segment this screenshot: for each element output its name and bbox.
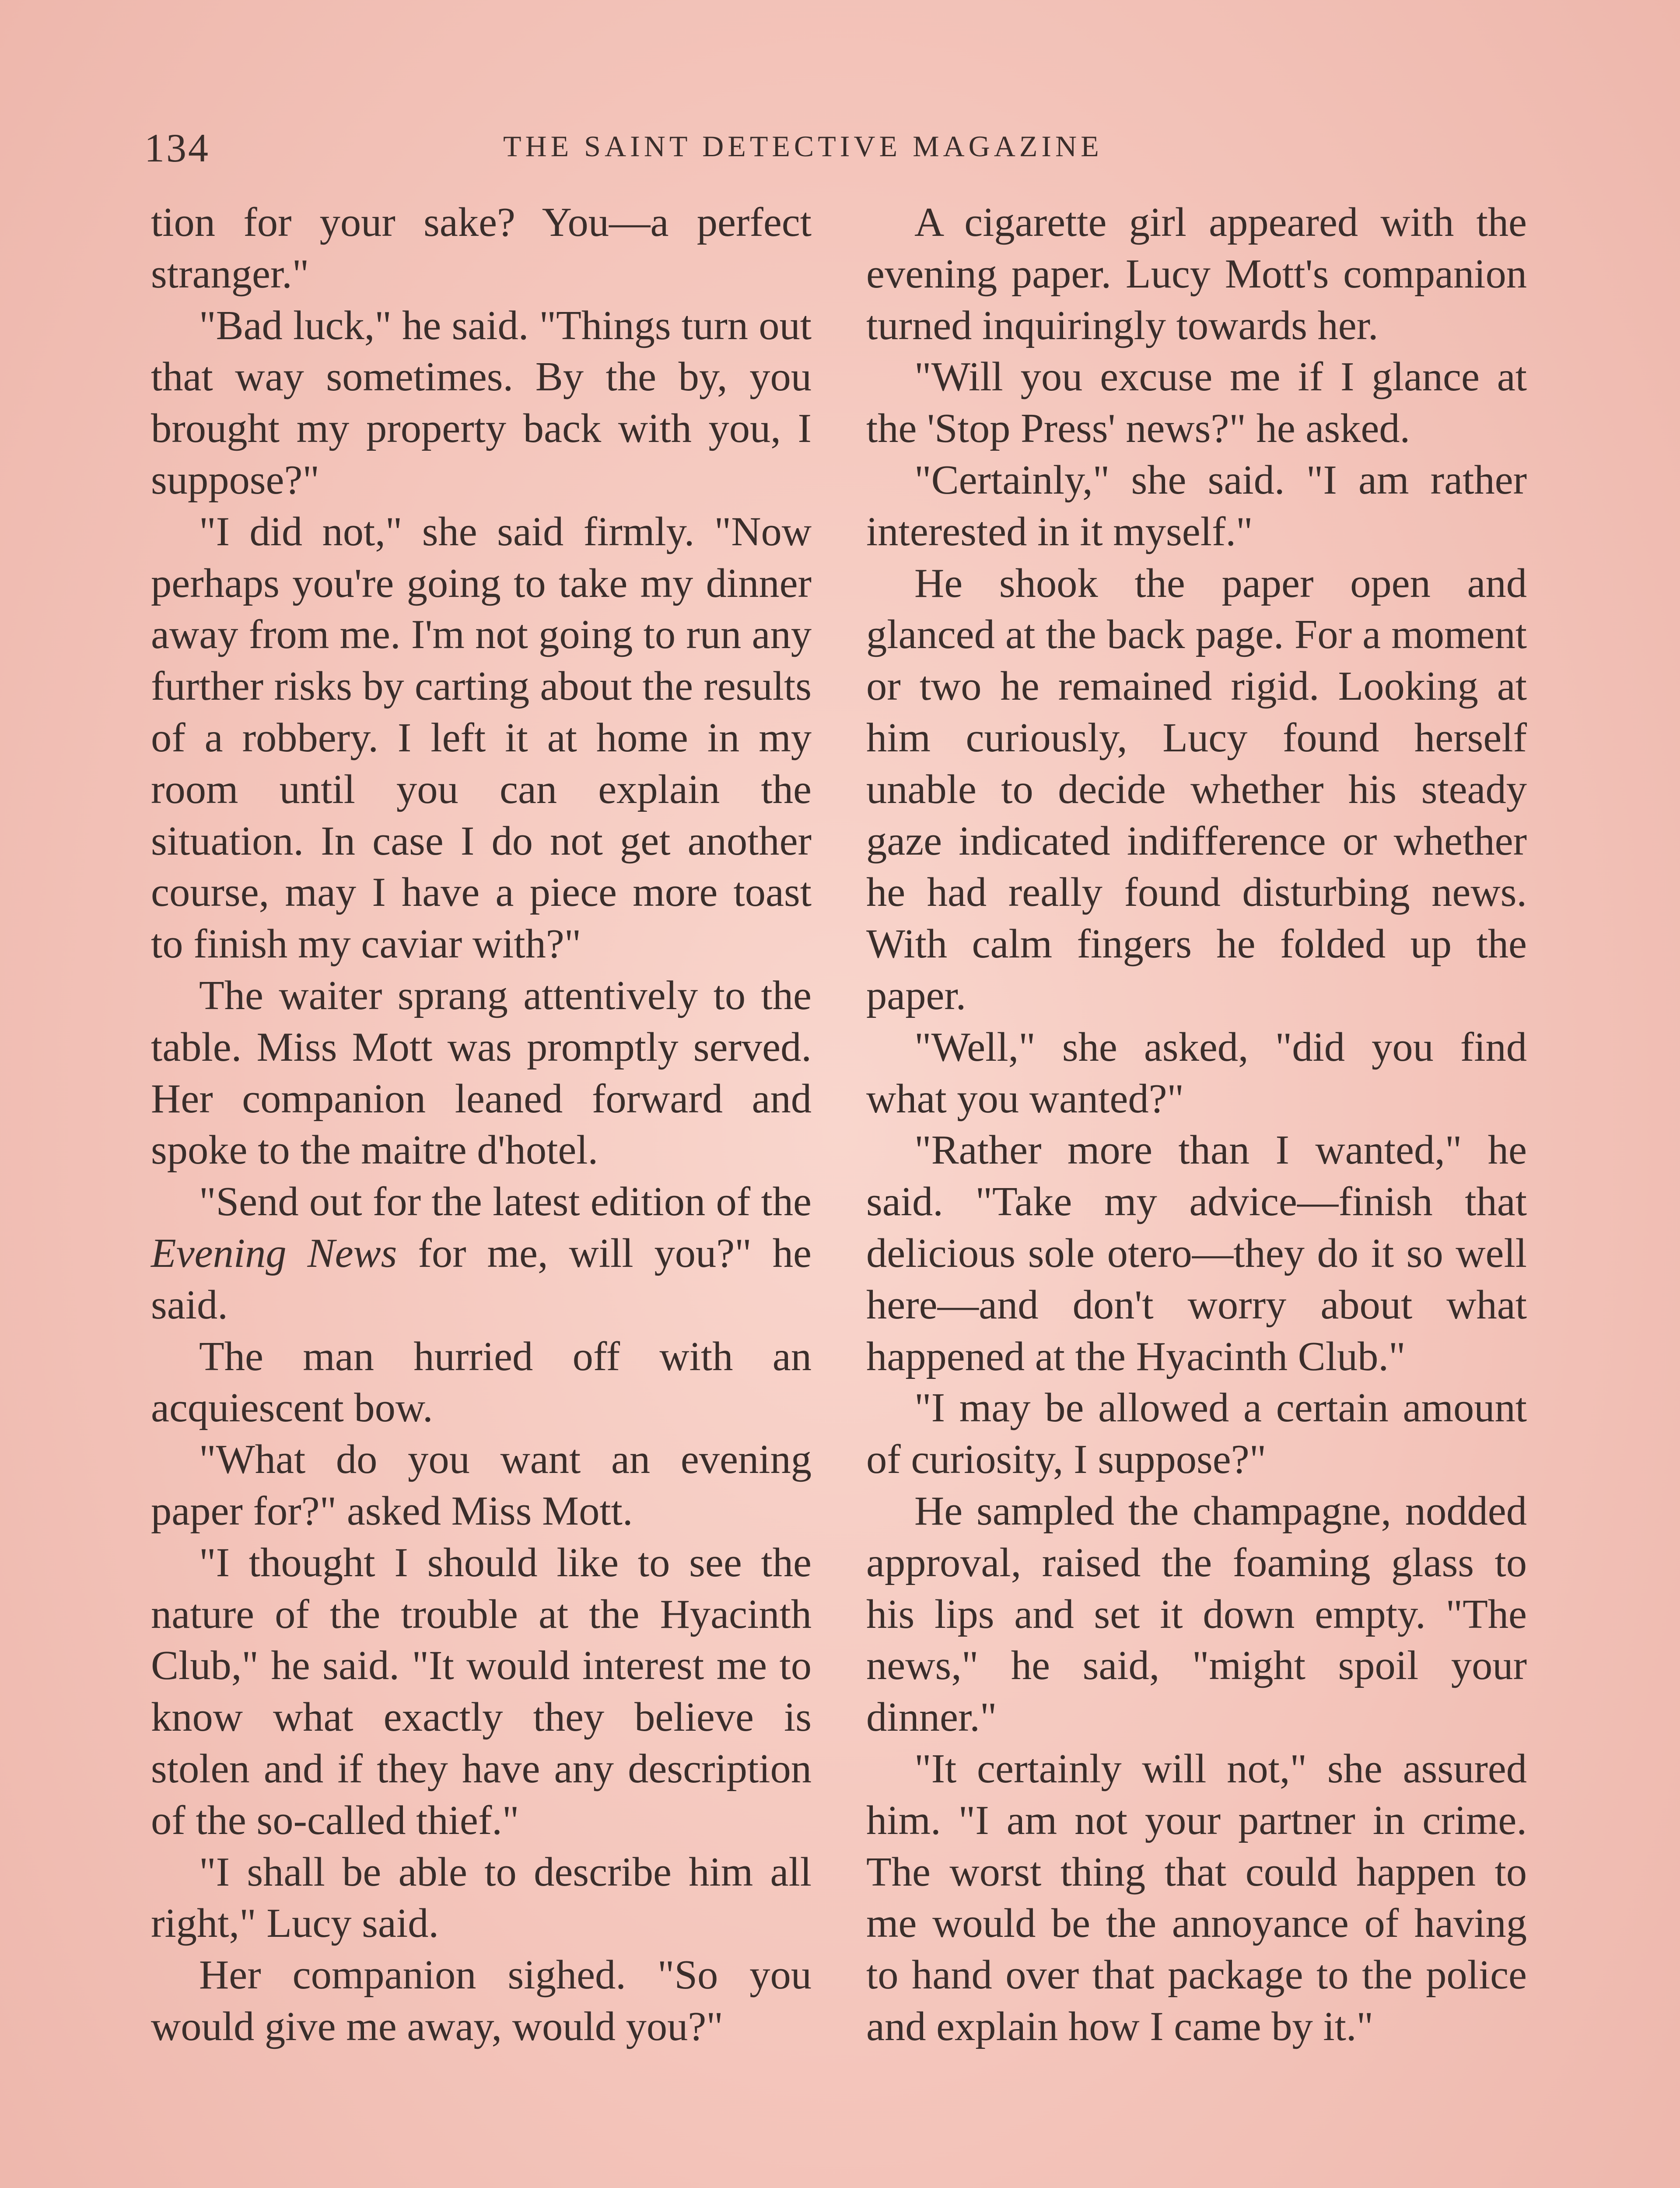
paragraph: "It certainly will not," she assured him. "I am not your partner in crime. The worst thing that could happen to me would be the annoyance of having to hand over that package to the police and explain how I came by it." <box>866 1746 1527 2049</box>
paragraph: The waiter sprang attentively to the table. Miss Mott was promptly served. Her companion leaned forward and spoke to the maitre d'hotel. <box>151 972 812 1173</box>
paragraph-text: "Send out for the latest edition of the <box>199 1179 812 1225</box>
paragraph: "I thought I should like to see the nature of the trouble at the Hyacinth Club," he said. "It would interest me to know what exactly they believe is stolen and if they have any description of the so-called thief." <box>151 1539 812 1843</box>
paragraph: Her companion sighed. "So you would give me away, would you?" <box>151 1952 812 2049</box>
paragraph <box>151 1176 812 1331</box>
paragraph: "I did not," she said firmly. "Now perhaps you're going to take my dinner away from me. I'm not going to run any further risks by carting about the results of a robbery. I left it at home in my room until you can explain the situation. In case I do not get another course, may I have a piece more toast to finish my caviar with?" <box>151 508 812 967</box>
paragraph: tion for your sake? You—a perfect stranger." <box>151 200 812 297</box>
page-number: 134 <box>144 126 210 170</box>
paragraph: "What do you want an evening paper for?" asked Miss Mott. <box>151 1437 812 1534</box>
paragraph: "Rather more than I wanted," he said. "Take my advice—finish that delicious sole otero—they do it so well here—and don't worry about what happened at the Hyacinth Club." <box>866 1127 1527 1379</box>
page-header <box>144 125 1544 182</box>
paragraph: "Will you excuse me if I glance at the 'Stop Press' news?" he asked. <box>866 354 1527 452</box>
paragraph: "I shall be able to describe him all right," Lucy said. <box>151 1849 812 1946</box>
paragraph: He sampled the champagne, nodded approval, raised the foaming glass to his lips and set it down empty. "The news," he said, "might spoil your dinner." <box>866 1488 1527 1740</box>
paragraph: "Well," she asked, "did you find what you wanted?" <box>866 1024 1527 1122</box>
paragraph-text: for me, will you?" he said. <box>151 1230 812 1328</box>
paragraph: A cigarette girl appeared with the evening paper. Lucy Mott's companion turned inquiringly towards her. <box>866 200 1527 348</box>
right-column <box>866 197 1527 2053</box>
paragraph: "I may be allowed a certain amount of curiosity, I suppose?" <box>866 1385 1527 1483</box>
running-head: THE SAINT DETECTIVE MAGAZINE <box>503 130 1103 163</box>
newspaper-title: Evening News <box>151 1230 397 1276</box>
paragraph: "Certainly," she said. "I am rather interested in it myself." <box>866 457 1527 554</box>
paragraph: The man hurried off with an acquiescent bow. <box>151 1333 812 1431</box>
left-column <box>151 197 812 2053</box>
paragraph: "Bad luck," he said. "Things turn out that way sometimes. By the by, you brought my property back with you, I suppose?" <box>151 302 812 503</box>
paragraph: He shook the paper open and glanced at the back page. For a moment or two he remained rigid. Looking at him curiously, Lucy found herself unable to decide whether his steady gaze indicated indifference or whether he had really found disturbing news. With calm fingers he folded up the paper. <box>866 560 1527 1018</box>
